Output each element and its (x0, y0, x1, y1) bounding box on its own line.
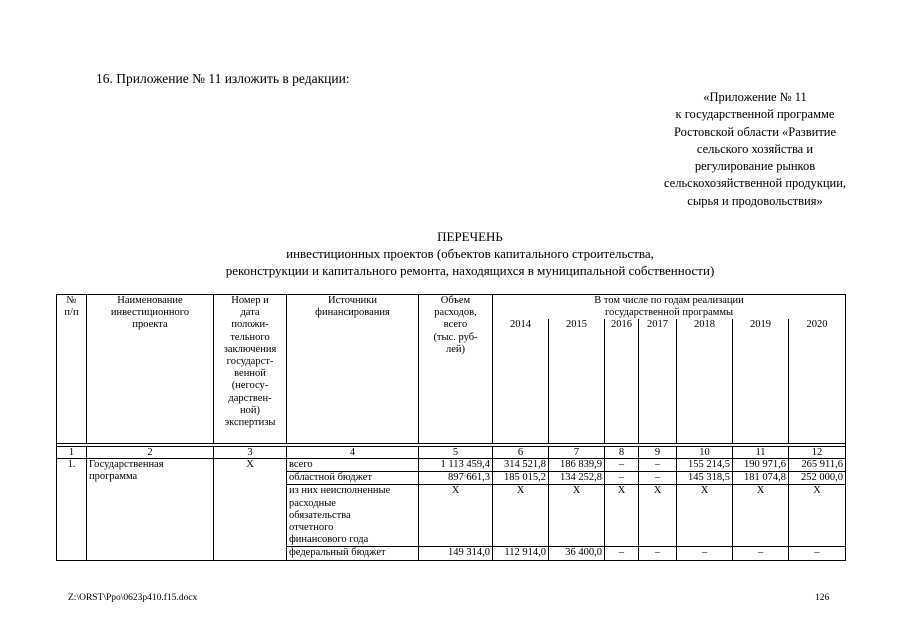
year-value: 134 252,8 (549, 472, 605, 485)
volume-value: 897 661,3 (419, 472, 493, 485)
year-value: – (639, 458, 677, 471)
project-name: Государственная программа (87, 458, 214, 560)
header-name: Наименование инвестиционного проекта (87, 295, 214, 444)
year-value: 265 911,6 (789, 458, 846, 471)
header-year: 2017 (639, 319, 677, 443)
source-label: федеральный бюджет (287, 547, 419, 560)
year-value: Х (789, 485, 846, 547)
source-label: из них неисполненные расходные обязательства отчетного финансового года (287, 485, 419, 547)
header-sources: Источники финансирования (287, 295, 419, 444)
col-number: 10 (677, 446, 733, 458)
year-value: 36 400,0 (549, 547, 605, 560)
header-num: № п/п (57, 295, 87, 444)
title-line: инвестиционных проектов (объектов капитального строительства, (286, 246, 654, 261)
header-year: 2020 (789, 319, 846, 443)
year-value: 155 214,5 (677, 458, 733, 471)
annex-line: сельского хозяйства и (696, 141, 814, 156)
annex-line: «Приложение № 11 (703, 90, 807, 104)
year-value: 314 521,8 (493, 458, 549, 471)
annex-line: сырья и продовольствия» (687, 193, 823, 208)
volume-value: 149 314,0 (419, 547, 493, 560)
footer-page-number: 126 (815, 593, 830, 603)
year-value: – (733, 547, 789, 560)
year-value: 190 971,6 (733, 458, 789, 471)
col-number: 12 (789, 446, 846, 458)
year-value: 145 318,5 (677, 472, 733, 485)
expertise-value: Х (214, 458, 287, 560)
header-year: 2019 (733, 319, 789, 443)
annex-line: к государственной программе (675, 107, 835, 122)
col-number: 4 (287, 446, 419, 458)
year-value: 112 914,0 (493, 547, 549, 560)
source-label: областной бюджет (287, 472, 419, 485)
year-value: – (639, 472, 677, 485)
year-value: – (605, 458, 639, 471)
year-value: 252 000,0 (789, 472, 846, 485)
year-value: 186 839,9 (549, 458, 605, 471)
year-value: – (789, 547, 846, 560)
year-value: 181 074,8 (733, 472, 789, 485)
title-line: реконструкции и капитального ремонта, находящихся в муниципальной собственности) (225, 263, 715, 278)
year-value: Х (733, 485, 789, 547)
annex-line: регулирование рынков (694, 159, 816, 174)
col-number: 2 (87, 446, 214, 458)
intro-text: 16. Приложение № 11 изложить в редакции: (96, 71, 350, 86)
title-line: ПЕРЕЧЕНЬ (437, 229, 503, 244)
year-value: Х (677, 485, 733, 547)
col-number: 8 (605, 446, 639, 458)
footer-file-path: Z:\ORST\Ppo\0623p410.f15.docx (68, 593, 198, 603)
investment-projects-table (56, 294, 846, 561)
header-year: 2015 (549, 319, 605, 443)
annex-line: Ростовской области «Развитие (673, 124, 837, 139)
year-value: – (639, 547, 677, 560)
header-years-group: В том числе по годам реализации государственной программы (493, 295, 846, 320)
source-label: всего (287, 458, 419, 471)
header-expertise: Номер и дата положи- тельного заключения государст- венной (негосу- дарствен- ной) экспертизы (214, 295, 287, 444)
year-value: – (605, 472, 639, 485)
col-number: 9 (639, 446, 677, 458)
col-number: 3 (214, 446, 287, 458)
annex-line: сельскохозяйственной продукции, (663, 176, 847, 191)
volume-value: 1 113 459,4 (419, 458, 493, 471)
year-value: Х (605, 485, 639, 547)
year-value: – (677, 547, 733, 560)
header-volume: Объем расходов, всего (тыс. руб- лей) (419, 295, 493, 444)
col-number: 7 (549, 446, 605, 458)
year-value: Х (639, 485, 677, 547)
col-number: 6 (493, 446, 549, 458)
annex-heading (600, 89, 905, 210)
header-year: 2014 (493, 319, 549, 443)
year-value: – (605, 547, 639, 560)
row-number: 1. (57, 458, 87, 560)
volume-value: Х (419, 485, 493, 547)
col-number: 1 (57, 446, 87, 458)
header-year: 2018 (677, 319, 733, 443)
col-number: 11 (733, 446, 789, 458)
col-number: 5 (419, 446, 493, 458)
year-value: 185 015,2 (493, 472, 549, 485)
header-year: 2016 (605, 319, 639, 443)
year-value: Х (493, 485, 549, 547)
year-value: Х (549, 485, 605, 547)
document-title (130, 228, 810, 279)
